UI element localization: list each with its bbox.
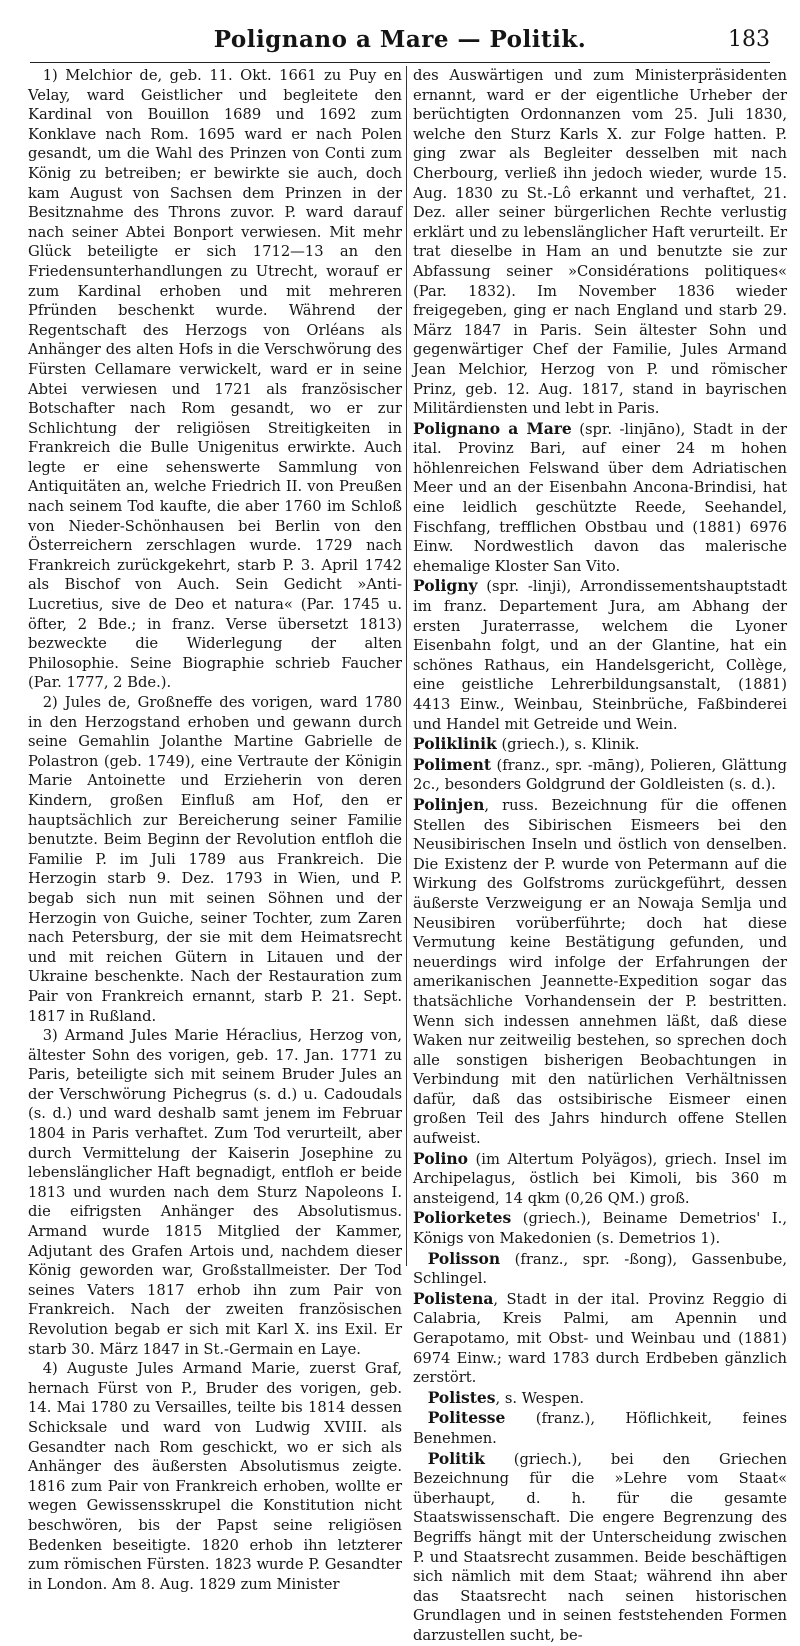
entry-melchior: 1) Melchior de, geb. 11. Okt. 1661 zu Puy en Velay, ward Geistlicher und begleitete den Kardinal von Bouillon 1689 und 1692 zum Konklave nach Rom. 1695 ward er nach Polen gesandt, um die Wahl des Prinzen von Conti zum König zu betreiben; er bewirkte sie auch, doch kam August von Sachsen dem Prinzen in der Besitznahme des Throns zuvor. P. ward darauf nach seiner Abtei Bonport verwiesen. Mit mehr Glück beteiligte er sich 1712—13 an den Friedensunterhandlungen zu Utrecht, worauf er zum Kardinal erhoben und mit mehreren Pfründen beschenkt wurde. Während der Regentschaft des Herzogs von Orléans als Anhänger des alten Hofs in die Verschwörung des Fürsten Cellamare verwickelt, ward er in seine Abtei verwiesen und 1721 als französischer Botschafter nach Rom gesandt, wo er zur Schlichtung der religiösen Streitigkeiten in Frankreich die Bulle Unigenitus erwirkte. Auch legte er eine sehenswerte Sammlung von Antiquitäten an, welche Friedrich II. von Preußen nach seinem Tod kaufte, die aber 1760 im Schloß von Nieder-Schönhausen bei Berlin von den Österreichern zerschlagen wurde. 1729 nach Frankreich zurückgekehrt, starb P. 3. April 1742 als Bischof von Auch. Sein Gedicht »Anti-Lucretius, sive de Deo et natura« (Par. 1745 u. öfter, 2 Bde.; in franz. Verse übersetzt 1813) bezweckte die Widerlegung der alten Philosophie. Seine Biographie schrieb Faucher (Par. 1777, 2 Bde.).: [28, 67, 402, 692]
entry-body: (griech.), Beiname Demetrios' I., Königs von Makedonien (s. Demetrios 1).: [413, 1210, 787, 1248]
headword: Poliorketes: [413, 1208, 512, 1228]
right-column: [413, 66, 787, 1644]
headword: Polisson: [427, 1248, 501, 1268]
headword: Polinjen: [413, 794, 485, 814]
headword: Polignano a Mare: [413, 418, 572, 438]
entry-politik: [413, 1449, 787, 1646]
entry-body: (im Altertum Polyägos), griech. Insel im Archipelagus, östlich bei Kimoli, bis 360 m ansteigend, 14 qkm (0,26 QM.) groß.: [413, 1150, 787, 1207]
entry-body: , s. Wespen.: [495, 1389, 585, 1407]
page-number: 183: [728, 27, 770, 52]
entry-polinjen: [413, 795, 787, 1149]
entry-body: (griech.), bei den Griechen Bezeichnung für die »Lehre vom Staat« überhaupt, d. h. für die gesamte Staatswissenschaft. Die engere Begrenzung des Begriffs hängt mit der Unterscheidung zwischen P. und Staatsrecht zusammen. Beide beschäftigen sich nämlich mit dem Staat; während ihn aber das Staatsrecht nach seinen historischen Grundlagen und in seinen feststehenden Formen darzustellen sucht, be-: [413, 1450, 787, 1644]
headword: Polino: [413, 1148, 468, 1168]
entry-polistena: [413, 1289, 787, 1388]
entry-jules: 2) Jules de, Großneffe des vorigen, ward 1780 in den Herzogstand erhoben und gewann durch seine Gemahlin Jolanthe Martine Gabrielle de Polastron (geb. 1749), eine Vertraute der Königin Marie Antoinette und Erzieherin von deren Kindern, großen Einfluß am Hof, den er hauptsächlich zur Bereicherung seiner Familie benutzte. Beim Beginn der Revolution entfloh die Familie P. im Juli 1789 aus Frankreich. Die Herzogin starb 9. Dez. 1793 in Wien, und P. begab sich nun mit seinen Söhnen und der Herzogin von Guiche, seiner Tochter, zum Zaren nach Petersburg, der sie mit dem Heimatsrecht und mit reichen Gütern in Litauen und der Ukraine beschenkte. Nach der Restauration zum Pair von Frankreich ernannt, starb P. 21. Sept. 1817 in Rußland.: [28, 694, 402, 1025]
left-column: [28, 66, 402, 1593]
entry-polistes: [413, 1388, 787, 1409]
entry-body: , russ. Bezeichnung für die offenen Stellen des Sibirischen Eismeers bei den Neusibirischen Inseln und östlich von denselben. Die Existenz der P. wurde von Petermann auf die Wirkung des Golfstroms zurückgeführt, dessen äußerste Verzweigung er an Nowaja Semlja und Neusibiren vorüberführte; doch hat diese Vermutung keine Bestätigung gefunden, und neuerdings wird infolge der Erfahrungen der amerikanischen Jeannette-Expedition sogar das thatsächliche Vorhandensein der P. bestritten. Wenn sich indessen annehmen läßt, daß diese Waken nur zeitweilig bestehen, so sprechen doch alle sonstigen bisherigen Beobachtungen in Verbindung mit den natürlichen Verhältnissen dafür, daß das ostsibirische Eismeer einen großen Teil des Jahrs hindurch offene Stellen aufweist.: [413, 796, 787, 1148]
entry-armand: 3) Armand Jules Marie Héraclius, Herzog von, ältester Sohn des vorigen, geb. 17. Jan. 1771 zu Paris, beteiligte sich mit seinem Bruder Jules an der Verschwörung Pichegrus (s. d.) u. Cadoudals (s. d.) und ward deshalb samt jenem im Februar 1804 in Paris verhaftet. Zum Tod verurteilt, aber durch Vermittelung der Kaiserin Josephine zu lebenslänglicher Haft begnadigt, entfloh er beide 1813 und wurden nach dem Sturz Napoleons I. die eifrigsten Anhänger des Absolutismus. Armand wurde 1815 Mitglied der Kammer, Adjutant des Grafen Artois und, nachdem dieser König geworden war, Großstallmeister. Der Tod seines Vaters 1817 erhob ihn zum Pair von Frankreich. Nach der zweiten französischen Revolution begab er sich mit Karl X. ins Exil. Er starb 30. März 1847 in St.-Germain en Laye.: [28, 1027, 402, 1358]
entry-body: (griech.), s. Klinik.: [496, 736, 640, 754]
entry-body: (spr. -linji), Arrondissementshauptstadt im franz. Departement Jura, am Abhang der ersten Juraterrasse, welchem die Lyoner Eisenbahn folgt, und an der Glantine, hat ein schönes Rathaus, ein Handelsgericht, Collège, eine geistliche Lehrerbildungsanstalt, (1881) 4413 Einw., Weinbau, Steinbrüche, Faßbinderei und Handel mit Getreide und Wein.: [413, 578, 787, 733]
entry-body: (franz., spr. -māng), Polieren, Glättung 2c., besonders Goldgrund der Goldleisten (s. d.).: [413, 756, 787, 794]
page-header: [30, 22, 770, 63]
headword: Politik: [427, 1448, 485, 1468]
entry-polino: [413, 1149, 787, 1209]
headword: Poliklinik: [413, 734, 497, 754]
headword: Politesse: [427, 1408, 506, 1428]
entry-poliklinik: [413, 734, 787, 755]
entry-auguste-continued: des Auswärtigen und zum Ministerpräsidenten ernannt, ward er der eigentliche Urheber der berüchtigten Ordonnanzen vom 25. Juli 1830, welche den Sturz Karls X. zur Folge hatten. P. ging zwar als Begleiter desselben mit nach Cherbourg, verließ ihn jedoch wieder, wurde 15. Aug. 1830 zu St.-Lô erkannt und verhaftet, 21. Dez. aller seiner bürgerlichen Rechte verlustig erklärt und zu lebenslänglicher Haft verurteilt. Er trat dieselbe in Ham an und benutzte sie zur Abfassung seiner »Considérations politiques« (Par. 1832). Im November 1836 wieder freigegeben, ging er nach England und starb 29. März 1847 in Paris. Sein ältester Sohn und gegenwärtiger Chef der Familie, Jules Armand Jean Melchior, Herzog von P. und römischer Prinz, geb. 12. Aug. 1817, stand in bayrischen Militärdiensten und lebt in Paris.: [413, 67, 787, 418]
headword: Poligny: [413, 576, 478, 596]
entry-politesse: [413, 1408, 787, 1448]
headword: Polistena: [413, 1288, 494, 1308]
entry-auguste: 4) Auguste Jules Armand Marie, zuerst Graf, hernach Fürst von P., Bruder des vorigen, geb. 14. Mai 1780 zu Versailles, teilte bis 1814 dessen Schicksale und ward von Ludwig XVIII. als Gesandter nach Rom geschickt, wo er sich als Anhänger des äußersten Absolutismus zeigte. 1816 zum Pair von Frankreich erhoben, wollte er wegen Gewissensskrupel die Konstitution nicht beschwören, bis der Papst seine religiösen Bedenken beseitigte. 1820 erhob ihn letzterer zum römischen Fürsten. 1823 wurde P. Gesandter in London. Am 8. Aug. 1829 zum Minister: [28, 1360, 402, 1593]
column-divider: [406, 66, 407, 1266]
entry-body: (franz., spr. -ßong), Gassenbube, Schlingel.: [413, 1250, 787, 1288]
headword: Poliment: [413, 754, 492, 774]
entry-body: (spr. -linjāno), Stadt in der ital. Provinz Bari, auf einer 24 m hohen höhlenreichen Felswand über dem Adriatischen Meer und an der Eisenbahn Ancona-Brindisi, hat eine leidlich geschützte Reede, Seehandel, Fischfang, trefflichen Obstbau und (1881) 6976 Einw. Nordwestlich davon das malerische ehemalige Kloster San Vito.: [413, 420, 787, 575]
entry-body: (franz.), Höflichkeit, feines Benehmen.: [413, 1410, 787, 1447]
entry-polisson: [413, 1249, 787, 1289]
running-title: Polignano a Mare — Politik.: [213, 26, 587, 53]
entry-body: , Stadt in der ital. Provinz Reggio di Calabria, Kreis Palmi, am Apennin und Gerapotamo, mit Obst- und Weinbau und (1881) 6974 Einw.; ward 1783 durch Erdbeben gänzlich zerstört.: [413, 1290, 787, 1387]
headword: Polistes: [427, 1387, 496, 1407]
entry-poliorketes: [413, 1208, 787, 1248]
entry-poliment: [413, 755, 787, 795]
entry-poligny: [413, 576, 787, 734]
entry-polignano-a-mare: [413, 419, 787, 577]
